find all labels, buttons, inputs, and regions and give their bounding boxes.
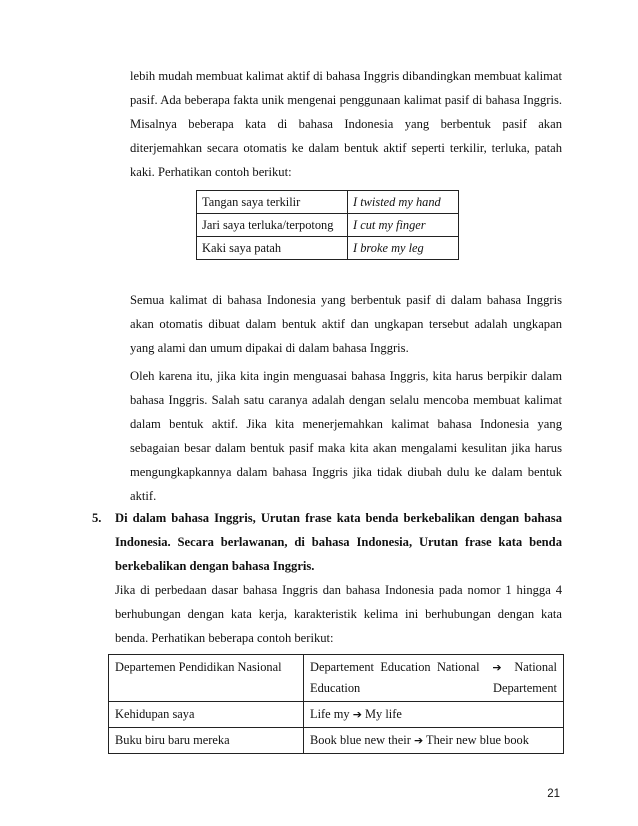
table-cell-indonesian: Tangan saya terkilir [197,191,348,214]
table-cell-english: I broke my leg [348,237,459,260]
paragraph-think-english: Oleh karena itu, jika kita ingin menguasai bahasa Inggris, kita harus berpikir dalam bahasa Inggris. Salah satu caranya adalah dengan selalu mencoba membuat kalimat dalam bentuk aktif. Jika kita menerjemahkan kalimat bahasa Indonesia yang sebagaian besar dalam bentuk pasif maka kita akan mengalami kesulitan jika harus mengungkapkannya dalam bahasa Inggris jika tidak diubah dulu ke dalam bentuk aktif. [130,369,562,503]
page-number: 21 [547,788,560,800]
table-row [197,191,459,214]
table-cell-translation [304,702,564,728]
list-item-body: Jika di perbedaan dasar bahasa Inggris dan bahasa Indonesia pada nomor 1 hingga 4 berhubungan dengan kata kerja, karakteristik kelima ini berhubungan dengan kata benda. Perhatikan beberapa contoh berikut: [115,583,562,645]
table-cell-english: I cut my finger [348,214,459,237]
passive-examples-table [196,190,459,260]
table-cell-translation [304,655,564,702]
literal-translation: Departement Education National [310,660,480,674]
arrow-right-icon: ➔ [413,734,424,747]
translation-line [310,657,557,699]
paragraph-intro: lebih mudah membuat kalimat aktif di bahasa Inggris dibandingkan membuat kalimat pasif. Ada beberapa fakta unik mengenai penggunaan kalimat pasif di bahasa Inggris. Misalnya beberapa kata di bahasa Indonesia yang berbentuk pasif akan diterjemahkan secara otomatis ke dalam bentuk aktif seperti terkilir, terluka, patah kaki. Perhatikan contoh berikut: [130,69,562,179]
correct-translation: National Education Departement [310,660,557,695]
correct-translation: My life [365,707,402,721]
table-row [109,728,564,754]
literal-translation: Life my [310,707,350,721]
list-item-heading: Di dalam bahasa Inggris, Urutan frase kata benda berkebalikan dengan bahasa Indonesia. Secara berlawanan, di bahasa Indonesia, Urutan frase kata benda berkebalikan dengan bahasa Inggris. [115,511,562,573]
correct-translation: Their new blue book [426,733,529,747]
table-cell-indonesian: Buku biru baru mereka [109,728,304,754]
arrow-right-icon: ➔ [352,708,362,721]
table-cell-english: I twisted my hand [348,191,459,214]
table-cell-indonesian: Jari saya terluka/terpotong [197,214,348,237]
arrow-right-icon: ➔ [492,661,502,674]
noun-phrase-examples-table [108,654,564,754]
table-cell-translation [304,728,564,754]
table-cell-indonesian: Kaki saya patah [197,237,348,260]
table-cell-indonesian: Kehidupan saya [109,702,304,728]
table-row [197,214,459,237]
table-row [109,702,564,728]
table-cell-indonesian: Departemen Pendidikan Nasional [109,655,304,702]
table-row [109,655,564,702]
literal-translation: Book blue new their [310,733,411,747]
table-row [197,237,459,260]
paragraph-passive-note: Semua kalimat di bahasa Indonesia yang berbentuk pasif di dalam bahasa Inggris akan otomatis dibuat dalam bentuk aktif dan ungkapan tersebut adalah ungkapan yang alami dan umum dipakai di dalam bahasa Inggris. [130,293,562,355]
list-item-number: 5. [92,511,102,525]
